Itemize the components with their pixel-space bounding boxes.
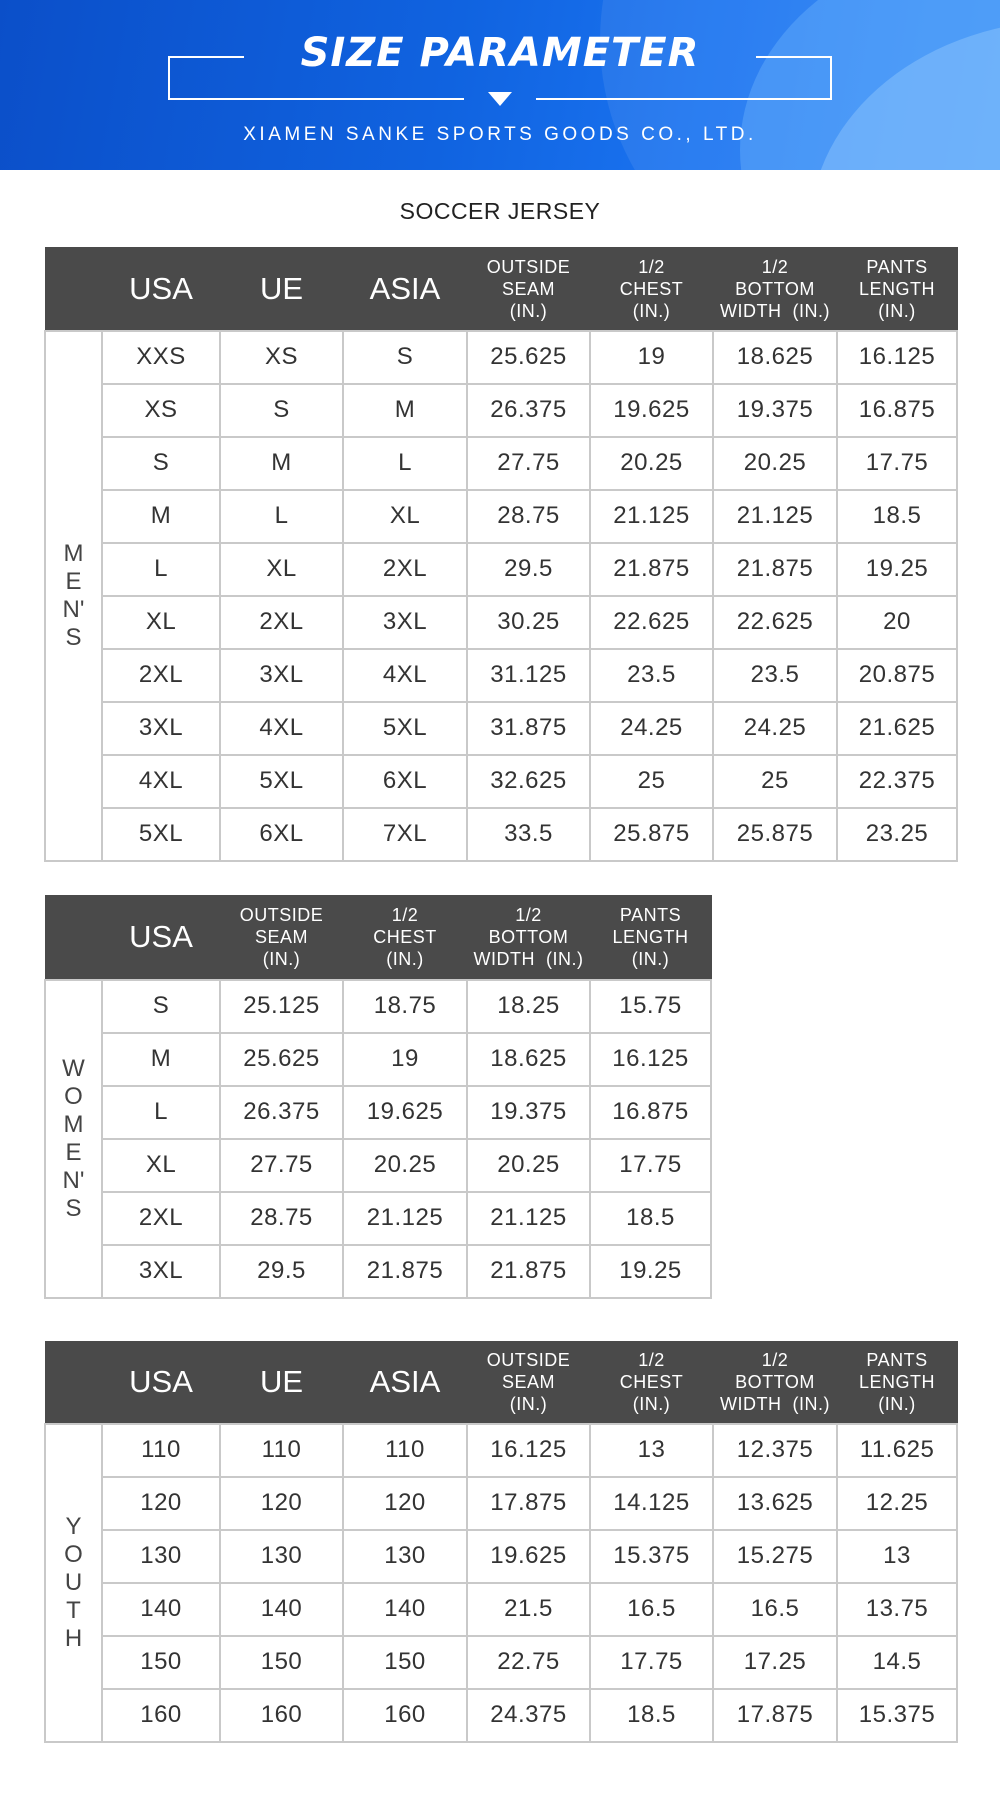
- table-cell: 17.75: [590, 1139, 711, 1192]
- table-cell: XS: [220, 331, 343, 384]
- table-cell: 24.375: [467, 1689, 590, 1742]
- table-cell: 21.875: [713, 543, 837, 596]
- table-cell: 27.75: [467, 437, 590, 490]
- table-cell: 16.125: [590, 1033, 711, 1086]
- table-cell: 140: [102, 1583, 220, 1636]
- table-cell: 23.25: [837, 808, 957, 861]
- table-cell: 15.375: [590, 1530, 713, 1583]
- table-cell: 29.5: [467, 543, 590, 596]
- table-cell: S: [102, 437, 220, 490]
- table-row: [45, 1033, 711, 1086]
- table-cell: 5XL: [343, 702, 467, 755]
- group-label-letter: Y: [65, 1512, 82, 1540]
- table-row: [45, 1192, 711, 1245]
- table-row: [45, 1477, 957, 1530]
- table-cell: 25: [590, 755, 713, 808]
- table-cell: 14.5: [837, 1636, 957, 1689]
- table-cell: L: [102, 1086, 220, 1139]
- table-cell: 160: [343, 1689, 467, 1742]
- table-cell: 26.375: [220, 1086, 343, 1139]
- table-cell: 130: [220, 1530, 343, 1583]
- group-label-letter: N': [62, 1166, 85, 1194]
- column-header: 1/2 BOTTOM WIDTH (IN.): [713, 1342, 837, 1424]
- table-cell: L: [343, 437, 467, 490]
- table-cell: 17.75: [837, 437, 957, 490]
- table-cell: 14.125: [590, 1477, 713, 1530]
- table-cell: 32.625: [467, 755, 590, 808]
- table-cell: 20.875: [837, 649, 957, 702]
- table-cell: 16.875: [837, 384, 957, 437]
- table-cell: 13: [837, 1530, 957, 1583]
- table-cell: 160: [102, 1689, 220, 1742]
- column-header: 1/2 BOTTOM WIDTH (IN.): [713, 248, 837, 331]
- table-cell: 21.125: [467, 1192, 590, 1245]
- table-cell: 13: [590, 1424, 713, 1477]
- column-header: ASIA: [343, 248, 467, 331]
- column-header: OUTSIDE SEAM (IN.): [220, 896, 343, 980]
- table-cell: 5XL: [220, 755, 343, 808]
- table-cell: 110: [220, 1424, 343, 1477]
- group-label-letter: E: [65, 1138, 82, 1166]
- table-cell: 20.25: [590, 437, 713, 490]
- table-cell: 16.5: [590, 1583, 713, 1636]
- table-cell: 19.25: [590, 1245, 711, 1298]
- column-header: USA: [102, 248, 220, 331]
- column-header: PANTS LENGTH (IN.): [837, 248, 957, 331]
- column-header: UE: [220, 248, 343, 331]
- group-label-letter: H: [64, 1624, 83, 1652]
- table-row: [45, 1424, 957, 1477]
- table-cell: 130: [343, 1530, 467, 1583]
- table-cell: 110: [102, 1424, 220, 1477]
- table-cell: 17.75: [590, 1636, 713, 1689]
- table-header-row: [45, 1342, 957, 1424]
- table-row: [45, 1086, 711, 1139]
- header-corner-cell: [45, 896, 102, 980]
- table-cell: 5XL: [102, 808, 220, 861]
- table-cell: 22.625: [590, 596, 713, 649]
- table-cell: 25: [713, 755, 837, 808]
- table-cell: 140: [343, 1583, 467, 1636]
- table-cell: 16.125: [467, 1424, 590, 1477]
- column-header: PANTS LENGTH (IN.): [590, 896, 711, 980]
- table-cell: 160: [220, 1689, 343, 1742]
- table-cell: 150: [220, 1636, 343, 1689]
- table-cell: 16.875: [590, 1086, 711, 1139]
- table-row: [45, 1245, 711, 1298]
- table-cell: 22.375: [837, 755, 957, 808]
- table-cell: XXS: [102, 331, 220, 384]
- header-corner-cell: [45, 248, 102, 331]
- table-cell: 20.25: [467, 1139, 590, 1192]
- table-cell: 15.275: [713, 1530, 837, 1583]
- table-cell: 13.75: [837, 1583, 957, 1636]
- column-header: ASIA: [343, 1342, 467, 1424]
- table-cell: 16.5: [713, 1583, 837, 1636]
- banner-title: SIZE PARAMETER: [300, 30, 700, 76]
- table-header-row: [45, 896, 711, 980]
- table-cell: 26.375: [467, 384, 590, 437]
- table-cell: 24.25: [590, 702, 713, 755]
- banner-frame-line: [168, 56, 244, 100]
- table-cell: 3XL: [102, 1245, 220, 1298]
- table-cell: L: [220, 490, 343, 543]
- group-label-letter: E: [65, 567, 82, 595]
- table-cell: 21.875: [467, 1245, 590, 1298]
- table-row: [45, 384, 957, 437]
- table-row: [45, 437, 957, 490]
- column-header: 1/2 BOTTOM WIDTH (IN.): [467, 896, 590, 980]
- table-cell: M: [343, 384, 467, 437]
- table-row: [45, 702, 957, 755]
- group-label-letter: T: [66, 1596, 81, 1624]
- table-cell: 140: [220, 1583, 343, 1636]
- table-cell: 120: [343, 1477, 467, 1530]
- table-cell: M: [102, 490, 220, 543]
- group-label-letter: O: [64, 1082, 83, 1110]
- table-cell: 25.625: [467, 331, 590, 384]
- table-cell: 31.125: [467, 649, 590, 702]
- table-cell: S: [102, 980, 220, 1033]
- table-cell: 19.625: [590, 384, 713, 437]
- table-cell: 4XL: [343, 649, 467, 702]
- table-header-row: [45, 248, 957, 331]
- column-header: 1/2 CHEST (IN.): [343, 896, 467, 980]
- group-label-letter: W: [62, 1054, 85, 1082]
- table-cell: 16.125: [837, 331, 957, 384]
- triangle-down-icon: [488, 92, 512, 106]
- company-name: XIAMEN SANKE SPORTS GOODS CO., LTD.: [243, 124, 757, 145]
- table-cell: 6XL: [220, 808, 343, 861]
- table-row: [45, 1689, 957, 1742]
- table-cell: 130: [102, 1530, 220, 1583]
- table-cell: 15.375: [837, 1689, 957, 1742]
- table-cell: 3XL: [220, 649, 343, 702]
- table-cell: 19.625: [467, 1530, 590, 1583]
- table-cell: M: [220, 437, 343, 490]
- table-cell: 17.875: [467, 1477, 590, 1530]
- table-cell: 25.875: [590, 808, 713, 861]
- group-label: [45, 331, 102, 861]
- table-cell: 15.75: [590, 980, 711, 1033]
- table-cell: 2XL: [220, 596, 343, 649]
- table-cell: 21.5: [467, 1583, 590, 1636]
- table-row: [45, 1583, 957, 1636]
- table-row: [45, 755, 957, 808]
- table-cell: 18.5: [590, 1192, 711, 1245]
- table-cell: 110: [343, 1424, 467, 1477]
- table-cell: 19: [590, 331, 713, 384]
- table-cell: 28.75: [220, 1192, 343, 1245]
- table-cell: 6XL: [343, 755, 467, 808]
- group-label-letter: S: [65, 1194, 82, 1222]
- table-cell: 19.375: [713, 384, 837, 437]
- table-cell: 18.5: [837, 490, 957, 543]
- table-cell: 4XL: [102, 755, 220, 808]
- womens-size-table: [44, 895, 712, 1299]
- table-cell: 22.75: [467, 1636, 590, 1689]
- table-cell: 19.625: [343, 1086, 467, 1139]
- table-cell: 19.375: [467, 1086, 590, 1139]
- table-cell: 11.625: [837, 1424, 957, 1477]
- header-corner-cell: [45, 1342, 102, 1424]
- table-cell: 30.25: [467, 596, 590, 649]
- table-cell: 13.625: [713, 1477, 837, 1530]
- table-cell: 150: [102, 1636, 220, 1689]
- column-header: USA: [102, 1342, 220, 1424]
- table-row: [45, 596, 957, 649]
- mens-size-table: [44, 247, 958, 862]
- table-cell: 18.5: [590, 1689, 713, 1742]
- table-cell: 18.75: [343, 980, 467, 1033]
- table-cell: 25.625: [220, 1033, 343, 1086]
- table-cell: M: [102, 1033, 220, 1086]
- table-cell: 21.625: [837, 702, 957, 755]
- table-cell: 18.25: [467, 980, 590, 1033]
- table-row: [45, 543, 957, 596]
- table-cell: 20: [837, 596, 957, 649]
- youth-size-table: [44, 1341, 958, 1743]
- table-cell: 21.125: [590, 490, 713, 543]
- table-cell: 3XL: [343, 596, 467, 649]
- table-cell: 17.25: [713, 1636, 837, 1689]
- column-header: 1/2 CHEST (IN.): [590, 1342, 713, 1424]
- table-cell: 19.25: [837, 543, 957, 596]
- table-cell: 27.75: [220, 1139, 343, 1192]
- table-cell: 21.125: [713, 490, 837, 543]
- table-cell: 21.875: [590, 543, 713, 596]
- table-cell: 12.25: [837, 1477, 957, 1530]
- table-cell: 2XL: [102, 649, 220, 702]
- table-cell: 7XL: [343, 808, 467, 861]
- table-row: [45, 808, 957, 861]
- table-cell: 29.5: [220, 1245, 343, 1298]
- group-label-letter: O: [64, 1540, 83, 1568]
- table-cell: 23.5: [713, 649, 837, 702]
- table-cell: S: [343, 331, 467, 384]
- table-cell: 12.375: [713, 1424, 837, 1477]
- table-cell: L: [102, 543, 220, 596]
- table-row: [45, 1530, 957, 1583]
- table-cell: 23.5: [590, 649, 713, 702]
- table-cell: 33.5: [467, 808, 590, 861]
- section-title: SOCCER JERSEY: [399, 198, 601, 224]
- table-row: [45, 649, 957, 702]
- table-cell: 28.75: [467, 490, 590, 543]
- group-label-letter: U: [64, 1568, 83, 1596]
- column-header: OUTSIDE SEAM (IN.): [467, 1342, 590, 1424]
- table-cell: 31.875: [467, 702, 590, 755]
- table-cell: 24.25: [713, 702, 837, 755]
- table-cell: 22.625: [713, 596, 837, 649]
- group-label-letter: M: [63, 1110, 84, 1138]
- table-row: [45, 1139, 711, 1192]
- table-cell: 2XL: [343, 543, 467, 596]
- banner-frame-line: [168, 98, 464, 100]
- header-banner: [0, 0, 1000, 170]
- group-label-letter: S: [65, 623, 82, 651]
- column-header: USA: [102, 896, 220, 980]
- group-label-letter: N': [62, 595, 85, 623]
- table-cell: S: [220, 384, 343, 437]
- table-cell: 120: [220, 1477, 343, 1530]
- table-cell: XS: [102, 384, 220, 437]
- table-cell: XL: [220, 543, 343, 596]
- banner-frame-line: [536, 98, 832, 100]
- column-header: 1/2 CHEST (IN.): [590, 248, 713, 331]
- table-cell: 18.625: [467, 1033, 590, 1086]
- table-cell: 120: [102, 1477, 220, 1530]
- table-cell: 25.875: [713, 808, 837, 861]
- column-header: PANTS LENGTH (IN.): [837, 1342, 957, 1424]
- group-label-letter: M: [63, 539, 84, 567]
- table-cell: 20.25: [343, 1139, 467, 1192]
- table-row: [45, 980, 711, 1033]
- table-cell: XL: [102, 596, 220, 649]
- table-cell: 17.875: [713, 1689, 837, 1742]
- column-header: OUTSIDE SEAM (IN.): [467, 248, 590, 331]
- table-cell: 4XL: [220, 702, 343, 755]
- table-cell: 2XL: [102, 1192, 220, 1245]
- table-cell: 18.625: [713, 331, 837, 384]
- table-row: [45, 331, 957, 384]
- table-cell: 20.25: [713, 437, 837, 490]
- table-cell: 21.125: [343, 1192, 467, 1245]
- banner-frame-line: [756, 56, 832, 100]
- group-label: [45, 1424, 102, 1742]
- table-cell: 150: [343, 1636, 467, 1689]
- group-label: [45, 980, 102, 1298]
- table-cell: 3XL: [102, 702, 220, 755]
- table-cell: 21.875: [343, 1245, 467, 1298]
- table-cell: XL: [102, 1139, 220, 1192]
- table-cell: 25.125: [220, 980, 343, 1033]
- table-row: [45, 1636, 957, 1689]
- table-row: [45, 490, 957, 543]
- table-cell: XL: [343, 490, 467, 543]
- column-header: UE: [220, 1342, 343, 1424]
- table-cell: 19: [343, 1033, 467, 1086]
